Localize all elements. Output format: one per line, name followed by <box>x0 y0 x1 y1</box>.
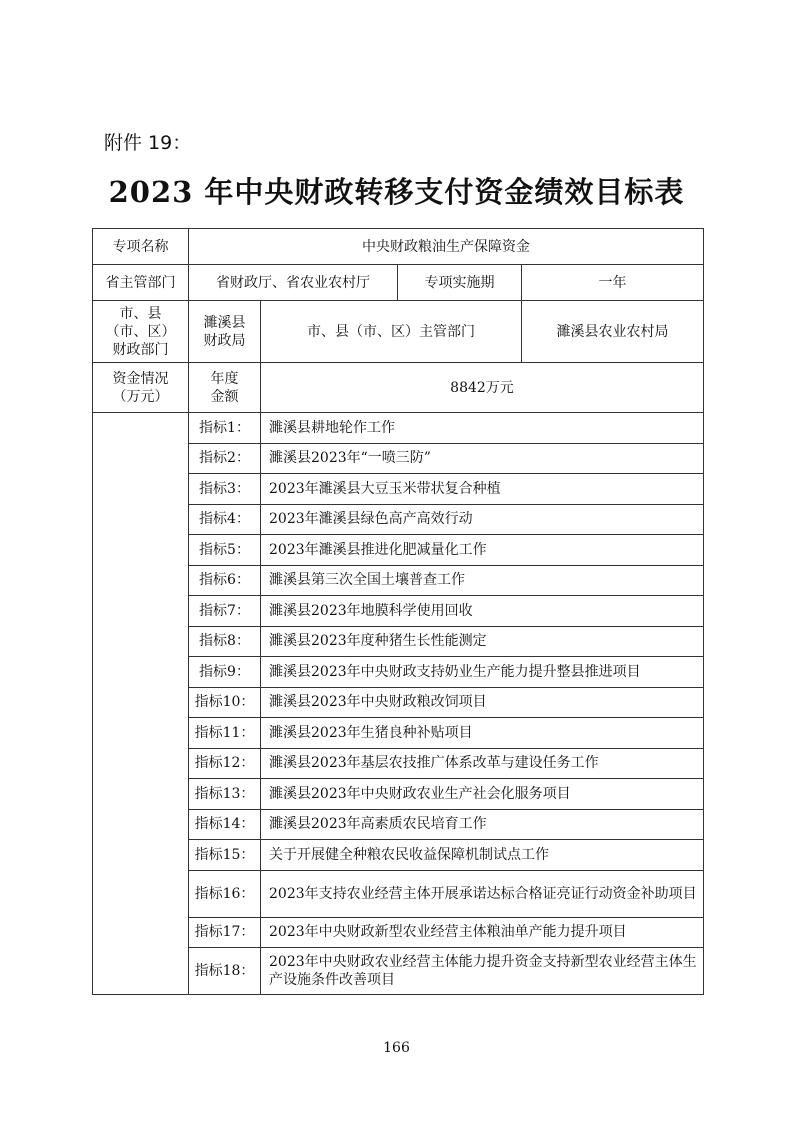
table-row <box>93 265 704 301</box>
indicator-label: 指标12： <box>189 748 261 779</box>
indicator-text: 濉溪县2023年中央财政支持奶业生产能力提升整县推进项目 <box>261 657 704 688</box>
indicator-text: 2023年中央财政农业经营主体能力提升资金支持新型农业经营主体生产设施条件改善项目 <box>261 948 704 995</box>
indicator-label: 指标13： <box>189 779 261 810</box>
indicator-label: 指标5： <box>189 535 261 566</box>
funds-label: 资金情况 （万元） <box>93 363 189 413</box>
indicator-text: 濉溪县2023年“一喷三防” <box>261 443 704 474</box>
indicator-text: 濉溪县第三次全国土壤普查工作 <box>261 565 704 596</box>
project-name-label: 专项名称 <box>93 229 189 265</box>
table-row <box>93 301 704 363</box>
indicator-label: 指标2： <box>189 443 261 474</box>
performance-target-table <box>92 228 704 995</box>
indicator-row <box>93 413 704 444</box>
indicator-text: 濉溪县2023年中央财政农业生产社会化服务项目 <box>261 779 704 810</box>
indicator-text: 濉溪县2023年中央财政粮改饲项目 <box>261 687 704 718</box>
indicator-label: 指标9： <box>189 657 261 688</box>
indicator-text: 2023年濉溪县绿色高产高效行动 <box>261 504 704 535</box>
attachment-label: 附件 19： <box>104 132 192 154</box>
indicator-label: 指标18： <box>189 948 261 995</box>
indicator-label: 指标15： <box>189 840 261 871</box>
indicator-label: 指标11： <box>189 718 261 749</box>
indicator-text: 濉溪县2023年基层农技推广体系改革与建设任务工作 <box>261 748 704 779</box>
indicator-label: 指标14： <box>189 809 261 840</box>
indicators-group-cell <box>93 413 189 995</box>
indicators-body <box>93 413 704 995</box>
indicator-text: 2023年中央财政新型农业经营主体粮油单产能力提升项目 <box>261 917 704 948</box>
project-name-value: 中央财政粮油生产保障资金 <box>189 229 704 265</box>
indicator-text: 濉溪县2023年生猪良种补贴项目 <box>261 718 704 749</box>
indicator-label: 指标10： <box>189 687 261 718</box>
indicator-text: 关于开展健全种粮农民收益保障机制试点工作 <box>261 840 704 871</box>
indicator-text: 濉溪县2023年度种猪生长性能测定 <box>261 626 704 657</box>
indicator-label: 指标16： <box>189 870 261 917</box>
indicator-label: 指标6： <box>189 565 261 596</box>
annual-amount-value: 8842万元 <box>261 363 704 413</box>
local-finance-label: 市、县 （市、区） 财政部门 <box>93 301 189 363</box>
indicator-text: 濉溪县2023年高素质农民培育工作 <box>261 809 704 840</box>
dept-value: 省财政厅、省农业农村厅 <box>189 265 398 301</box>
indicator-label: 指标8： <box>189 626 261 657</box>
period-value: 一年 <box>522 265 704 301</box>
table-row <box>93 363 704 413</box>
annual-amount-label: 年度 金额 <box>189 363 261 413</box>
page-number: 166 <box>383 1040 410 1056</box>
indicator-label: 指标1： <box>189 413 261 444</box>
indicator-text: 2023年濉溪县大豆玉米带状复合种植 <box>261 474 704 505</box>
dept-label: 省主管部门 <box>93 265 189 301</box>
mgmt-dept-value: 濉溪县农业农村局 <box>522 301 704 363</box>
period-label: 专项实施期 <box>398 265 522 301</box>
page-title: 2023 年中央财政转移支付资金绩效目标表 <box>108 175 685 209</box>
indicator-label: 指标4： <box>189 504 261 535</box>
indicator-text: 濉溪县耕地轮作工作 <box>261 413 704 444</box>
indicator-label: 指标3： <box>189 474 261 505</box>
indicator-label: 指标17： <box>189 917 261 948</box>
indicator-text: 2023年濉溪县推进化肥减量化工作 <box>261 535 704 566</box>
table-row <box>93 229 704 265</box>
indicator-label: 指标7： <box>189 596 261 627</box>
indicator-text: 2023年支持农业经营主体开展承诺达标合格证亮证行动资金补助项目 <box>261 870 704 917</box>
mgmt-dept-label: 市、县（市、区）主管部门 <box>261 301 522 363</box>
finance-bureau-value: 濉溪县 财政局 <box>189 301 261 363</box>
indicator-text: 濉溪县2023年地膜科学使用回收 <box>261 596 704 627</box>
